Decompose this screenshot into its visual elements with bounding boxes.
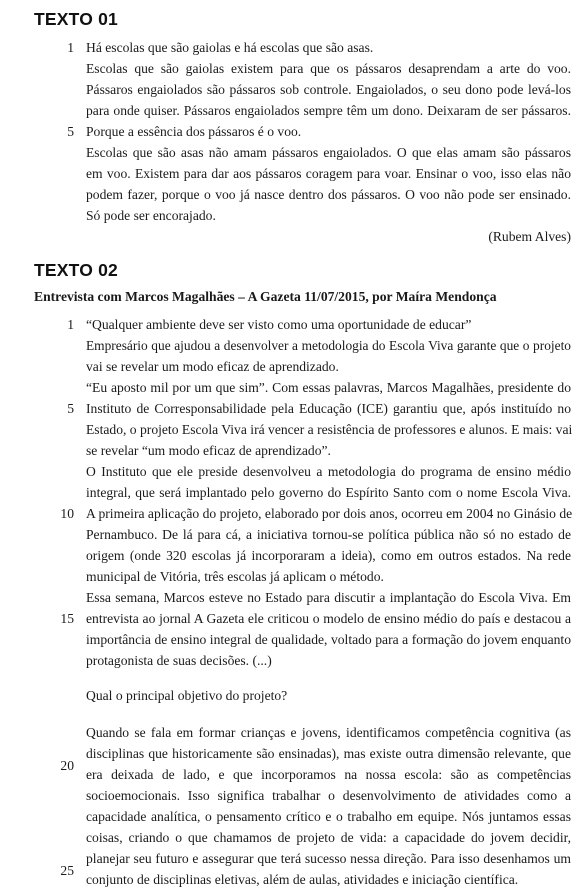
texto-02-line: era deixada de lado, e que incorporamos na nossa escola: são as competências bbox=[86, 767, 571, 782]
texto-02-line: municipal de Vitória, três escolas já aplicam o método. bbox=[86, 569, 384, 584]
texto-02-line: disciplinas que historicamente são ensinadas), mas existe outra dimensão relevante, que bbox=[86, 746, 571, 761]
texto-02-line: A primeira aplicação do projeto, elaborado por dois anos, ocorreu em 2004 no Ginásio de bbox=[86, 506, 573, 521]
texto-02-line: Quando se fala em formar crianças e jovens, identificamos competência cognitiva (as bbox=[86, 725, 571, 740]
texto-01-line: Porque a essência dos pássaros é o voo. bbox=[86, 124, 302, 139]
texto-01-line: Pássaros engaiolados são pássaros sob controle. Engaiolados, o seu dono pode levá-los bbox=[86, 82, 571, 97]
texto-02-line: origem (onde 320 escolas já incorporaram a ideia), como em outros estados. Na rede bbox=[86, 548, 571, 563]
texto-02-line: Estado, o projeto Escola Viva irá vencer a resistência de professores e alunos. E mais: vai bbox=[86, 422, 573, 437]
line-number: 5 bbox=[67, 401, 74, 416]
texto-02-line: Instituto de Corresponsabilidade pela Educação (ICE) garantiu que, após instituído no bbox=[86, 401, 571, 416]
texto-02-line: “Eu aposto mil por um que sim”. Com essas palavras, Marcos Magalhães, presidente do bbox=[86, 380, 571, 395]
texto-02-line: Essa semana, Marcos esteve no Estado para discutir a implantação do Escola Viva. Em bbox=[86, 590, 571, 605]
texto-01-line: Só pode ser encorajado. bbox=[86, 208, 216, 223]
texto-02-line: planejar seu futuro e assegurar que terá sucesso nessa direção. Para isso desenhamos um bbox=[86, 851, 571, 866]
texto-02-line: protagonista de suas decisões. (...) bbox=[86, 653, 272, 668]
texto-02-line: conjunto de disciplinas eletivas, além de aulas, atividades e iniciação científica. bbox=[86, 872, 519, 887]
line-number: 25 bbox=[60, 863, 74, 878]
texto-02-line: se revelar “um modo eficaz de aprendizado”. bbox=[86, 443, 331, 458]
texto-02-line: capacidade analítica, o pensamento crítico e o trabalho em equipe. Nós juntamos essas bbox=[86, 809, 571, 824]
line-number: 10 bbox=[60, 506, 74, 521]
texto-01-heading: TEXTO 01 bbox=[34, 9, 118, 29]
texto-01-line: Escolas que são asas não amam pássaros engaiolados. O que elas amam são pássaros bbox=[86, 145, 571, 160]
texto-02-line: “Qualquer ambiente deve ser visto como uma oportunidade de educar” bbox=[86, 317, 472, 332]
texto-01-line: Há escolas que são gaiolas e há escolas que são asas. bbox=[86, 40, 374, 55]
line-number: 5 bbox=[67, 124, 74, 139]
texto-02-line: coisas, criando o que chamamos de projeto de vida: a capacidade do jovem decidir, bbox=[86, 830, 571, 845]
line-number: 15 bbox=[60, 611, 74, 626]
texto-01-author: (Rubem Alves) bbox=[488, 229, 571, 244]
texto-02-line: vai se revelar um modo eficaz de aprendizado. bbox=[86, 359, 339, 374]
texto-02-line: Pernambuco. De lá para cá, a iniciativa tornou-se política pública não só no estado de bbox=[86, 527, 571, 542]
texto-02-heading: TEXTO 02 bbox=[34, 260, 118, 280]
line-number: 20 bbox=[60, 758, 74, 773]
line-number: 1 bbox=[67, 40, 74, 55]
texto-02-line: importância de ensino integral de qualidade, voltado para a formação do jovem enquanto bbox=[86, 632, 571, 647]
texto-02-line: entrevista ao jornal A Gazeta ele criticou o modelo de ensino médio do país e destacou a bbox=[86, 611, 571, 626]
texto-01-line: podem fazer, porque o voo já nasce dentro dos pássaros. O voo não pode ser ensinado. bbox=[86, 187, 571, 202]
interview-question: Qual o principal objetivo do projeto? bbox=[86, 688, 288, 703]
texto-02-subtitle: Entrevista com Marcos Magalhães – A Gazeta 11/07/2015, por Maíra Mendonça bbox=[34, 289, 497, 304]
texto-02-line: O Instituto que ele preside desenvolveu a metodologia do programa de ensino médio bbox=[86, 464, 571, 479]
texto-02-line: integral, que será implantado pelo governo do Espírito Santo com o nome Escola Viva. bbox=[86, 485, 571, 500]
line-number: 1 bbox=[67, 317, 74, 332]
texto-02-line: Empresário que ajudou a desenvolver a metodologia do Escola Viva garante que o projeto bbox=[86, 338, 571, 353]
texto-01-line: Escolas que são gaiolas existem para que os pássaros desaprendam a arte do voo. bbox=[86, 61, 571, 76]
texto-01-line: em voo. Existem para dar aos pássaros coragem para voar. Ensinar o voo, isso elas não bbox=[86, 166, 571, 181]
texto-01-line: para onde quiser. Pássaros engaiolados sempre têm um dono. Deixaram de ser pássaros. bbox=[86, 103, 571, 118]
texto-02-line: socioemocionais. Isso significa trabalhar o desenvolvimento de atividades como a bbox=[86, 788, 571, 803]
